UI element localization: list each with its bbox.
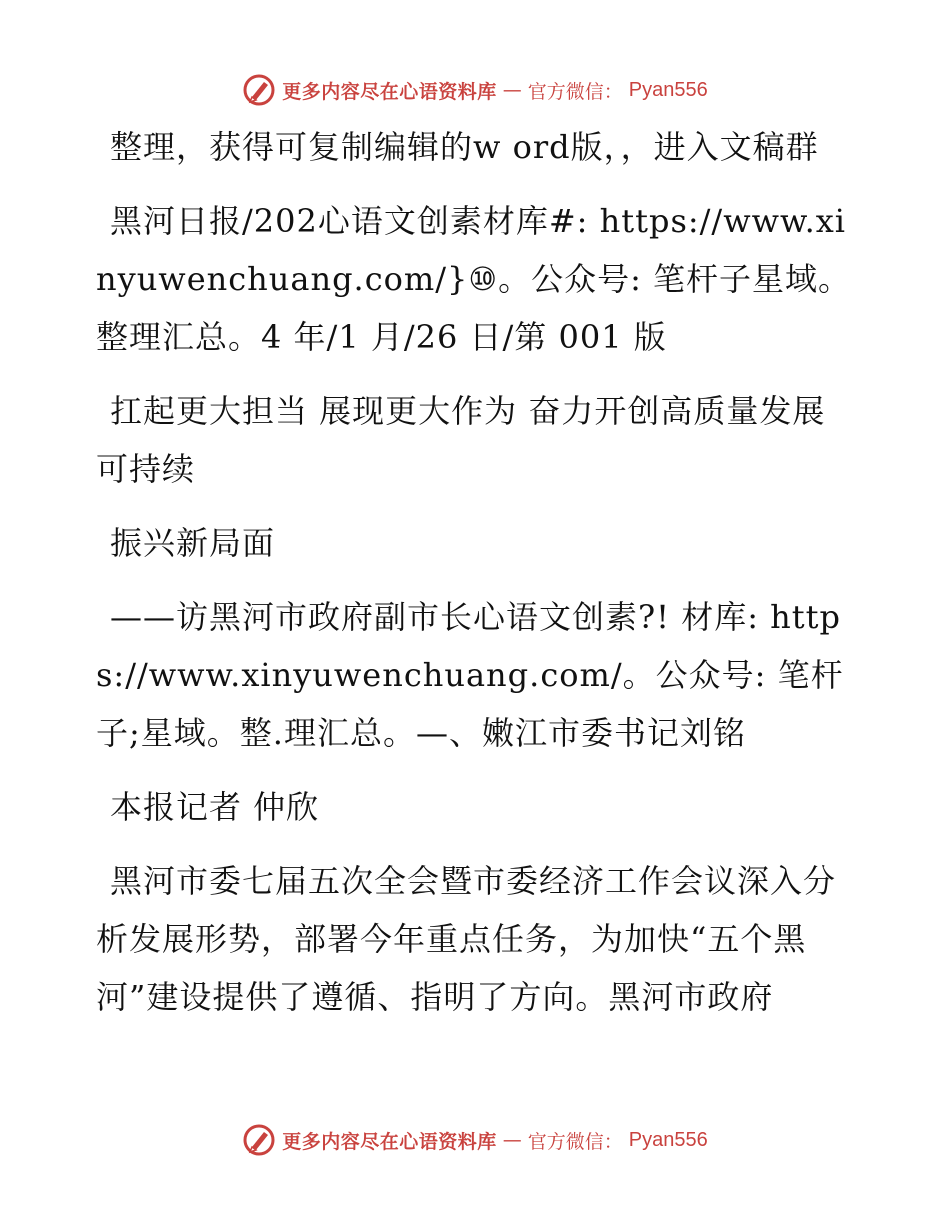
article-headline: 扛起更大担当 展现更大作为 奋力开创高质量发展可持续 <box>96 392 826 488</box>
banner-separator: — <box>502 79 522 101</box>
header-banner <box>0 70 950 110</box>
banner-wechat-label: 官方微信： <box>527 1130 623 1153</box>
paragraph-source: 黑河日报/202心语文创素材库#: https://www.xinyuwenchuang.com/}⑩。公众号: 笔杆子星域。整理汇总。4 年/1 月/26 日/第 001 版 <box>96 202 852 356</box>
article-headline-cont: 振兴新局面 <box>110 524 276 562</box>
paragraph-intro: 整理，获得可复制编辑的w ord版，，进入文稿群 <box>110 128 819 166</box>
pen-logo-icon <box>242 1123 276 1157</box>
banner-wechat-label: 官方微信： <box>527 80 623 103</box>
banner-title: 更多内容尽在心语资料库 <box>282 1130 497 1153</box>
article-subtitle: ——访黑河市政府副市长心语文创素?! 材库: https://www.xinyuwenchuang.com/。公众号: 笔杆子;星域。整.理汇总。—、嫩江市委书记刘铭 <box>96 598 844 752</box>
banner-wechat-id: Pyan556 <box>628 78 708 101</box>
article-byline: 本报记者 仲欣 <box>110 788 320 826</box>
banner-wechat-id: Pyan556 <box>628 1128 708 1151</box>
article-body-paragraph: 黑河市委七届五次全会暨市委经济工作会议深入分析发展形势，部署今年重点任务，为加快“五个黑河”建设提供了遵循、指明了方向。黑河市政府 <box>96 862 837 1016</box>
document-body <box>96 118 856 1042</box>
banner-separator: — <box>502 1129 522 1151</box>
banner-title: 更多内容尽在心语资料库 <box>282 80 497 103</box>
footer-banner <box>0 1120 950 1160</box>
pen-logo-icon <box>242 73 276 107</box>
